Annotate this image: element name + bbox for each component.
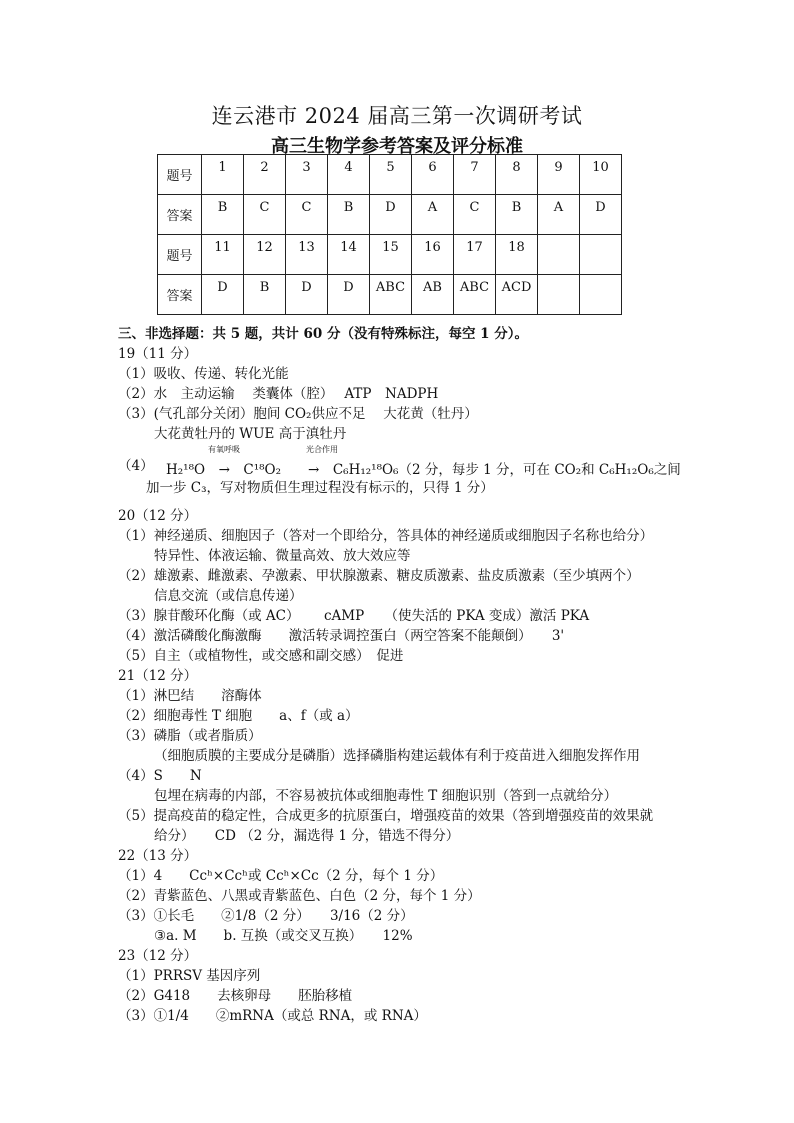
table-cell: A	[538, 195, 580, 235]
table-cell: AB	[412, 275, 454, 315]
answer-line: （1）淋巴结 溶酶体	[118, 688, 262, 704]
arrow-annotation: 有氧呼吸	[208, 445, 240, 454]
table-cell: C	[286, 195, 328, 235]
answer-line: （4）激活磷酸化酶激酶 激活转录调控蛋白（两空答案不能颠倒） 3'	[118, 628, 565, 644]
answer-line: （2）细胞毒性 T 细胞 a、f（或 a）	[118, 708, 359, 724]
exam-title: 连云港市 2024 届高三第一次调研考试	[211, 104, 583, 128]
question-21-heading: 21（12 分）	[118, 668, 198, 684]
table-cell: D	[370, 195, 412, 235]
table-cell: 8	[496, 155, 538, 195]
answer-line: （3）①长毛 ②1/8（2 分） 3/16（2 分）	[118, 908, 414, 924]
answer-line: （1）神经递质、细胞因子（答对一个即给分，答具体的神经递质或细胞因子名称也给分）	[118, 528, 654, 544]
table-cell: B	[202, 195, 244, 235]
answer-line: 信息交流（或信息传递）	[154, 588, 303, 604]
answer-line: （3）磷脂（或者脂质）	[118, 728, 262, 744]
table-cell: 10	[580, 155, 622, 195]
table-cell: 2	[244, 155, 286, 195]
answer-line: （细胞质膜的主要成分是磷脂）选择磷脂构建运载体有利于疫苗进入细胞发挥作用	[154, 748, 640, 764]
table-cell: 18	[496, 235, 538, 275]
answer-line: 大花黄牡丹的 WUE 高于滇牡丹	[154, 426, 347, 442]
question-23-heading: 23（12 分）	[118, 948, 198, 964]
answer-line: （2）雄激素、雌激素、孕激素、甲状腺激素、糖皮质激素、盐皮质激素（至少填两个）	[118, 568, 640, 584]
table-cell: D	[580, 195, 622, 235]
table-cell: 13	[286, 235, 328, 275]
table-cell: 6	[412, 155, 454, 195]
answer-body	[118, 324, 758, 1026]
table-cell	[580, 275, 622, 315]
table-cell: ACD	[496, 275, 538, 315]
table-cell: D	[286, 275, 328, 315]
answer-line: 特异性、体液运输、微量高效、放大效应等	[154, 548, 411, 564]
table-cell: ABC	[370, 275, 412, 315]
table-cell	[580, 235, 622, 275]
table-cell: 1	[202, 155, 244, 195]
table-cell: B	[496, 195, 538, 235]
answer-line: 给分） CD （2 分，漏选得 1 分，错选不得分）	[154, 828, 460, 844]
table-cell: 7	[454, 155, 496, 195]
question-22-heading: 22（13 分）	[118, 848, 198, 864]
table-cell: 3	[286, 155, 328, 195]
table-cell: B	[328, 195, 370, 235]
table-cell: C	[454, 195, 496, 235]
table-cell: A	[412, 195, 454, 235]
table-cell: ABC	[454, 275, 496, 315]
answer-line: （3）①1/4 ②mRNA（或总 RNA，或 RNA）	[118, 1008, 427, 1024]
answer-table	[157, 154, 622, 315]
answer-row	[158, 195, 622, 235]
table-cell: D	[328, 275, 370, 315]
answer-line: （4）S N	[118, 768, 202, 784]
answer-line: （2）G418 去核卵母 胚胎移植	[118, 988, 353, 1004]
table-cell: 9	[538, 155, 580, 195]
table-cell: 5	[370, 155, 412, 195]
section-heading: 三、非选择题：共 5 题，共计 60 分（没有特殊标注，每空 1 分）。	[118, 326, 529, 342]
table-cell: D	[202, 275, 244, 315]
equation: H₂¹⁸O → C¹⁸O₂ → C₆H₁₂¹⁸O₆（2 分，每步 1 分，可在 CO₂和 C₆H₁₂O₆之间	[166, 462, 681, 478]
answer-line: （1）PRRSV 基因序列	[118, 968, 261, 984]
table-cell: 12	[244, 235, 286, 275]
table-cell: C	[244, 195, 286, 235]
table-cell	[538, 235, 580, 275]
answer-line: ③a. M b. 互换（或交叉互换） 12%	[154, 928, 413, 944]
table-cell: 11	[202, 235, 244, 275]
row-label: 题号	[158, 155, 202, 195]
table-cell: B	[244, 275, 286, 315]
answer-row	[158, 275, 622, 315]
row-label: 答案	[158, 275, 202, 315]
answer-line: 加一步 C₃，写对物质但生理过程没有标示的，只得 1 分）	[146, 480, 494, 496]
equation-line	[118, 444, 758, 478]
table-cell: 15	[370, 235, 412, 275]
answer-key-subtitle: 高三生物学参考答案及评分标准	[271, 136, 523, 157]
answer-line: （5）提高疫苗的稳定性，合成更多的抗原蛋白，增强疫苗的效果（答到增强疫苗的效果就	[118, 808, 654, 824]
table-cell	[538, 275, 580, 315]
question-number-row	[158, 155, 622, 195]
question-19-heading: 19（11 分）	[118, 346, 198, 362]
row-label: 题号	[158, 235, 202, 275]
table-cell: 16	[412, 235, 454, 275]
row-label: 答案	[158, 195, 202, 235]
answer-line: （1）4 Ccʰ×Ccʰ或 Ccʰ×Cc（2 分，每个 1 分）	[118, 868, 444, 884]
answer-line: （3）(气孔部分关闭）胞间 CO₂供应不足 大花黄（牡丹）	[118, 406, 478, 422]
answer-line: （1）吸收、传递、转化光能	[118, 366, 289, 382]
answer-line: （5）自主（或植物性，或交感和副交感） 促进	[118, 648, 404, 664]
question-20-heading: 20（12 分）	[118, 508, 198, 524]
answer-line: （2）青紫蓝色、八黑或青紫蓝色、白色（2 分，每个 1 分）	[118, 888, 481, 904]
answer-line: （2）水 主动运输 类囊体（腔） ATP NADPH	[118, 386, 439, 402]
answer-line: 包埋在病毒的内部，不容易被抗体或细胞毒性 T 细胞识别（答到一点就给分）	[154, 788, 618, 804]
table-cell: 17	[454, 235, 496, 275]
table-cell: 4	[328, 155, 370, 195]
question-number-row	[158, 235, 622, 275]
table-cell: 14	[328, 235, 370, 275]
arrow-annotation: 光合作用	[306, 445, 338, 454]
answer-line: （3）腺苷酸环化酶（或 AC） cAMP （使失活的 PKA 变成）激活 PKA	[118, 608, 590, 624]
sub-question-label: （4）	[118, 458, 154, 474]
